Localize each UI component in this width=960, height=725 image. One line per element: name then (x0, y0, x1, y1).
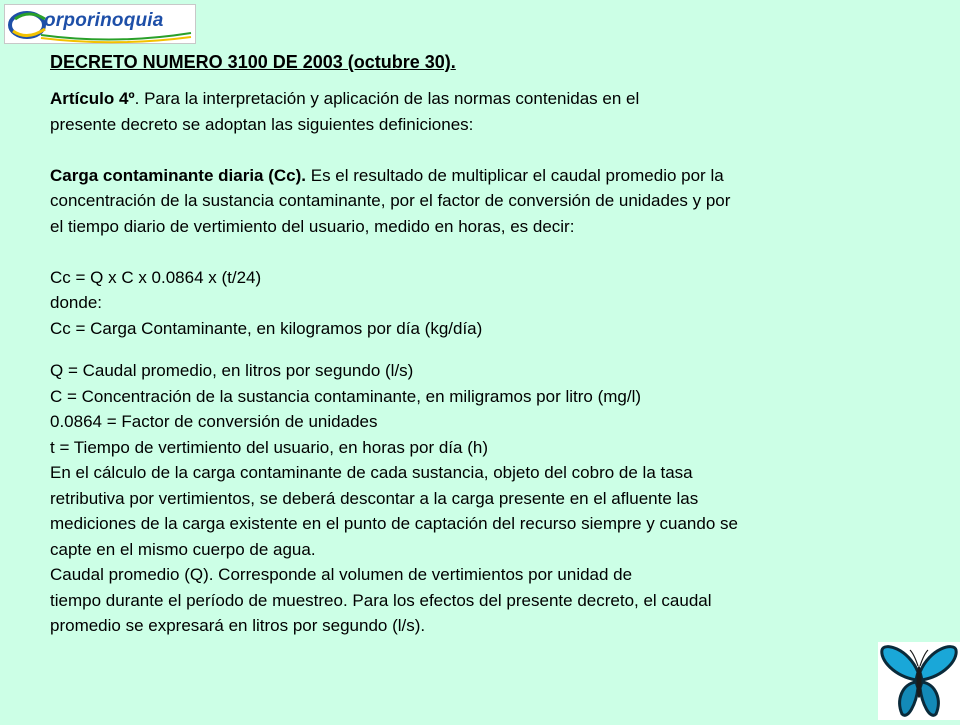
calculo-line-1: En el cálculo de la carga contaminante de cada sustancia, objeto del cobro de la tasa (50, 463, 693, 482)
caudal-line-1: Caudal promedio (Q). Corresponde al volumen de vertimientos por unidad de (50, 565, 633, 584)
calculo-line-3: mediciones de la carga existente en el punto de captación del recurso siempre y cuando se (50, 514, 738, 533)
article-line-1: Artículo 4º. Para la interpretación y aplicación de las normas contenidas en el (50, 89, 640, 108)
formula-cc-definition: Cc = Carga Contaminante, en kilogramos por día (kg/día) (50, 318, 483, 338)
carga-term: Carga contaminante diaria (Cc). (50, 165, 307, 185)
document-title: DECRETO NUMERO 3100 DE 2003 (octubre 30). (50, 52, 456, 72)
definition-q: Q = Caudal promedio, en litros por segundo (l/s) (50, 361, 414, 380)
butterfly-icon (878, 642, 960, 720)
definition-t: t = Tiempo de vertimiento del usuario, en horas por día (h) (50, 437, 488, 457)
caudal-line-2: tiempo durante el período de muestreo. Para los efectos del presente decreto, el caudal (50, 590, 712, 610)
carga-line-2: concentración de la sustancia contaminante, por el factor de conversión de unidades y por (50, 191, 731, 210)
calculo-line-4: capte en el mismo cuerpo de agua. (50, 539, 316, 559)
logo-text: orporinoquia (44, 10, 164, 31)
article-label: Artículo 4º (50, 89, 135, 108)
calculo-line-2: retributiva por vertimientos, se deberá descontar a la carga presente en el afluente las (50, 488, 699, 508)
caudal-line-3: promedio se expresará en litros por segundo (l/s). (50, 616, 426, 635)
carga-line-1: Carga contaminante diaria (Cc). Es el resultado de multiplicar el caudal promedio por la (50, 165, 724, 185)
formula-equation: Cc = Q x C x 0.0864 x (t/24) (50, 267, 262, 287)
butterfly-image (878, 642, 960, 720)
article-line-2: presente decreto se adoptan las siguientes definiciones: (50, 114, 474, 134)
definition-factor: 0.0864 = Factor de conversión de unidades (50, 412, 378, 431)
definition-c: C = Concentración de la sustancia contaminante, en miligramos por litro (mg/l) (50, 386, 642, 406)
carga-line-3: el tiempo diario de vertimiento del usuario, medido en horas, es decir: (50, 216, 575, 236)
corporinoquia-logo (4, 4, 196, 44)
document-body (50, 86, 930, 639)
formula-donde: donde: (50, 293, 102, 312)
